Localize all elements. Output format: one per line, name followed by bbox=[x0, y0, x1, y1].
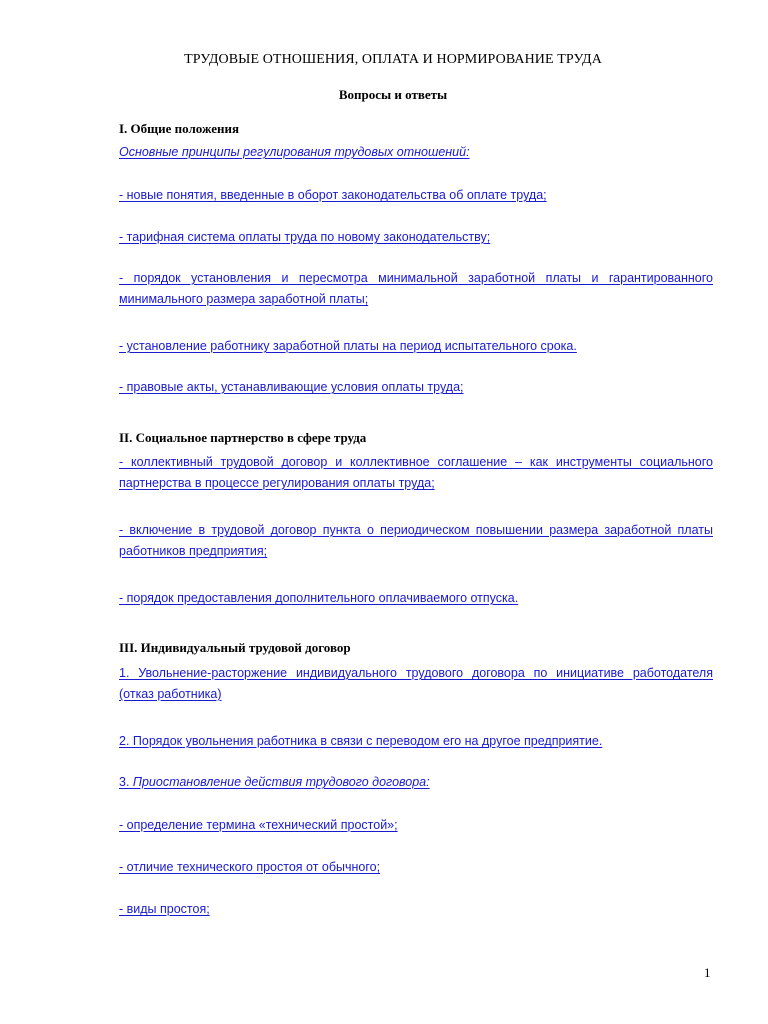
link-principles[interactable]: Основные принципы регулирования трудовых отношений: bbox=[119, 145, 470, 159]
item-number: 3. bbox=[119, 775, 130, 789]
link-salary-increase-clause[interactable]: - включение в трудовой договор пункта о периодическом повышении размера заработной платы работников предприятия; bbox=[119, 523, 713, 558]
link-additional-leave[interactable]: - порядок предоставления дополнительного оплачиваемого отпуска. bbox=[119, 591, 519, 605]
link-legal-acts[interactable]: - правовые акты, устанавливающие условия оплаты труда; bbox=[119, 380, 464, 394]
section-heading-individual-contract: III. Индивидуальный трудовой договор bbox=[119, 640, 351, 655]
link-downtime-difference[interactable]: - отличие технического простоя от обычного; bbox=[119, 860, 381, 874]
link-dismissal-employer-initiative[interactable]: 1. Увольнение-расторжение индивидуального трудового договора по инициативе работодателя (отказ работника) bbox=[119, 666, 713, 701]
link-technical-downtime-definition[interactable]: - определение термина «технический простой»; bbox=[119, 818, 398, 832]
link-probation-salary[interactable]: - установление работнику заработной платы на период испытательного срока. bbox=[119, 339, 577, 353]
link-contract-suspension[interactable] bbox=[119, 772, 713, 793]
section-heading-general: I. Общие положения bbox=[119, 121, 239, 136]
page-number: 1 bbox=[704, 965, 711, 980]
document-title: ТРУДОВЫЕ ОТНОШЕНИЯ, ОПЛАТА И НОРМИРОВАНИЕ ТРУДА bbox=[184, 52, 602, 67]
link-new-concepts[interactable]: - новые понятия, введенные в оборот законодательства об оплате труда; bbox=[119, 188, 547, 202]
suspension-label: Приостановление действия трудового договора: bbox=[132, 775, 430, 789]
link-minimum-wage[interactable]: - порядок установления и пересмотра минимальной заработной платы и гарантированного минимального размера заработной платы; bbox=[119, 271, 713, 306]
document-subtitle: Вопросы и ответы bbox=[338, 87, 448, 102]
section-heading-social-partnership: II. Социальное партнерство в сфере труда bbox=[119, 430, 367, 445]
link-collective-agreement[interactable]: - коллективный трудовой договор и коллективное соглашение – как инструменты социального партнерства в процессе регулирования оплаты труда; bbox=[119, 455, 713, 490]
link-tariff-system[interactable]: - тарифная система оплаты труда по новому законодательству; bbox=[119, 230, 491, 244]
link-downtime-types[interactable]: - виды простоя; bbox=[119, 902, 210, 916]
link-dismissal-transfer[interactable]: 2. Порядок увольнения работника в связи с переводом его на другое предприятие. bbox=[119, 734, 603, 748]
